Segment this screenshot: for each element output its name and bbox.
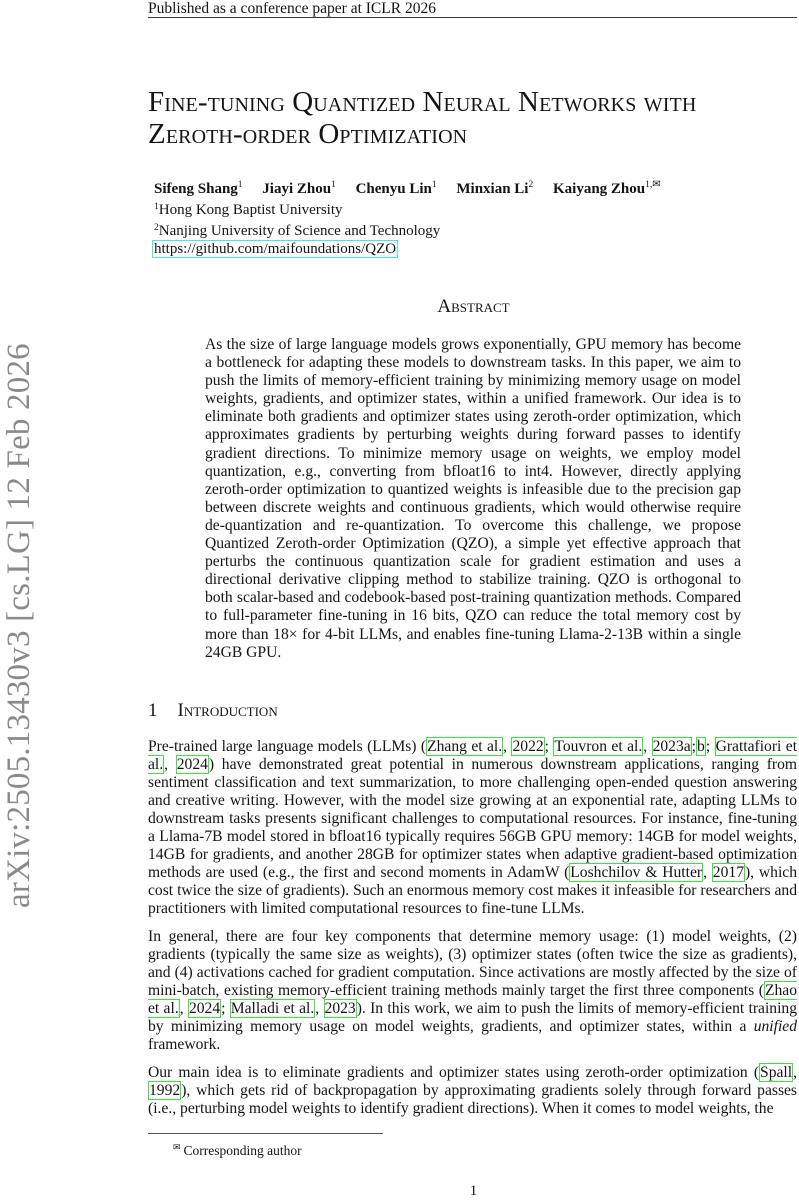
section-title: Introduction [177,700,278,721]
citation-link[interactable]: Malladi et al. [230,1000,315,1017]
author-name: Jiayi Zhou [262,181,332,197]
footnote [173,1139,302,1159]
citation-link[interactable]: Loshchilov & Hutter [570,864,703,881]
affiliation-number: 2 [154,223,159,233]
author [456,181,533,197]
text: , [703,864,712,881]
section-number: 1 [148,700,158,721]
text: ; [544,738,554,755]
arxiv-stamp: arXiv:2505.13430v3 [cs.LG] 12 Feb 2026 [1,343,37,908]
section-heading [148,700,278,722]
affiliation-marker: 2 [528,180,534,190]
affiliation [154,219,661,240]
text: Our main idea is to eliminate gradients and optimizer states using zeroth-order optimization ( [148,1064,760,1081]
text: Pre-trained large language models (LLMs) ( [148,738,427,755]
repo-link[interactable]: https://github.com/maifoundations/QZO [154,241,397,257]
citation-link[interactable]: Spall [760,1064,793,1081]
citation-link[interactable]: Zhang et al. [427,738,503,755]
text: ; [221,1000,230,1017]
text: In general, there are four key components that determine memory usage: (1) model weights, (2) gradients (typically the same size as weights), (3) optimizer states (often twice the size as gradients), and (4) activations cached for gradient computation. Since activations are mostly affected by the size of mini-batch, existing memory-efficient training methods mainly target the first three components ( [148,928,797,999]
text: framework. [148,1036,221,1053]
affiliation-marker: 1 [331,180,336,190]
title-line-2: Zeroth-order Optimization [148,118,468,150]
author-list [154,176,661,198]
abstract-text: As the size of large language models grows exponentially, GPU memory has become a bottleneck for adapting these models to downstream tasks. In this paper, we aim to push the limits of memory-efficient training by minimizing memory usage on model weights, gradients, and optimizer states, within a unified framework. Our idea is to eliminate both gradients and optimizer states using zeroth-order optimization, which approximates gradients by perturbing weights during forward passes to identify gradient directions. To minimize memory usage on weights, we employ model quantization, e.g., converting from bfloat16 to int4. However, directly applying zeroth-order optimization to quantized weights is infeasible due to the precision gap between discrete weights and continuous gradients, which would otherwise require de-quantization and re-quantization. To overcome this challenge, we propose Quantized Zeroth-order Optimization (QZO), a simple yet effective approach that perturbs the continuous quantization scale for gradient estimation and uses a directional derivative clipping method to stabilize training. QZO is orthogonal to both scalar-based and codebook-based post-training quantization methods. Compared to full-parameter fine-tuning in 16 bits, QZO can reduce the total memory cost by more than 18× for 4-bit LLMs, and enables fine-tuning Llama-2-13B within a single 24GB GPU. [205,336,741,661]
paragraph [148,738,797,918]
paragraph [148,928,797,1054]
author-name: Sifeng Shang [154,181,238,197]
citation-link[interactable]: 2022 [512,738,544,755]
text: , [315,1000,324,1017]
affiliation-name: Nanjing University of Science and Technology [158,223,441,239]
text: ; [705,738,715,755]
abstract-heading-text: Abstract [437,296,510,317]
affiliation [154,198,661,219]
citation-link[interactable]: 1992 [149,1082,181,1099]
emphasis: unified [753,1018,797,1035]
affiliation-marker: 1 [237,180,243,190]
running-head: Published as a conference paper at ICLR 2026 [148,0,797,18]
citation-link[interactable]: 2024 [188,1000,221,1017]
author-name: Chenyu Lin [355,181,432,197]
text: , [503,738,512,755]
affiliation-number: 1 [154,202,159,212]
text: ), which gets rid of backpropagation by approximating gradients solely through forward passes (i.e., perturbing model weights to identify gradient directions). When it comes to model weights, the [148,1082,797,1117]
author [553,181,661,197]
citation-link[interactable]: Grattafiori et al. [148,738,798,773]
citation-link[interactable]: Touvron et al. [554,738,643,755]
citation-link[interactable]: 2017 [712,864,744,881]
footnote-text: Corresponding author [183,1143,302,1158]
paragraph [148,1064,797,1118]
author [262,181,336,197]
author [154,181,243,197]
author-block [154,176,661,258]
text: ). In this work, we aim to push the limits of memory-efficient training by minimizing memory usage on model weights, gradients, and optimizer states, within a [148,1000,798,1035]
affiliation-marker: 1, [645,180,653,190]
citation-link[interactable]: 2024 [176,756,208,773]
text: , [793,1064,797,1081]
author-name: Minxian Li [456,181,529,197]
envelope-icon[interactable]: ✉ [652,179,661,190]
page-number: 1 [469,1183,478,1199]
text: ) have demonstrated great potential in numerous downstream applications, ranging from sentiment classification and text summarization, to more challenging open-ended question answering and creative writing. However, with the model size growing at an exponential rate, adapting LLMs to downstream tasks presents significant challenges to computational resources. For instance, fine-tuning a Llama-7B model stored in bfloat16 typically requires 56GB GPU memory: 14GB for model weights, 14GB for gradients, and another 28GB for optimizer states when adaptive gradient-based optimization methods are used (e.g., the first and second moments in AdamW ( [148,756,798,881]
abstract-heading [0,296,799,318]
author-name: Kaiyang Zhou [552,181,646,197]
text: , [164,756,176,773]
affiliation-marker: 1 [431,180,437,190]
citation-link[interactable]: Zhao et al. [148,982,797,1017]
citation-link[interactable]: b [697,738,705,755]
citation-link[interactable]: 2023a [652,738,691,755]
introduction-body [148,738,797,1128]
title-line-1: Fine-tuning Quantized Neural Networks with [148,86,697,118]
text: , [643,738,652,755]
citation-link[interactable]: 2023 [324,1000,356,1017]
text: ; [691,738,697,755]
paper-title [148,86,799,150]
footnote-divider [148,1133,383,1134]
envelope-icon: ✉ [173,1142,181,1152]
author [356,181,437,197]
text: , [179,1000,188,1017]
text: ), which cost twice the size of gradients). Such an enormous memory cost makes it infeasible for researchers and practitioners with limited computational resources to fine-tune LLMs. [148,864,798,917]
affiliation-name: Hong Kong Baptist University [158,202,343,218]
